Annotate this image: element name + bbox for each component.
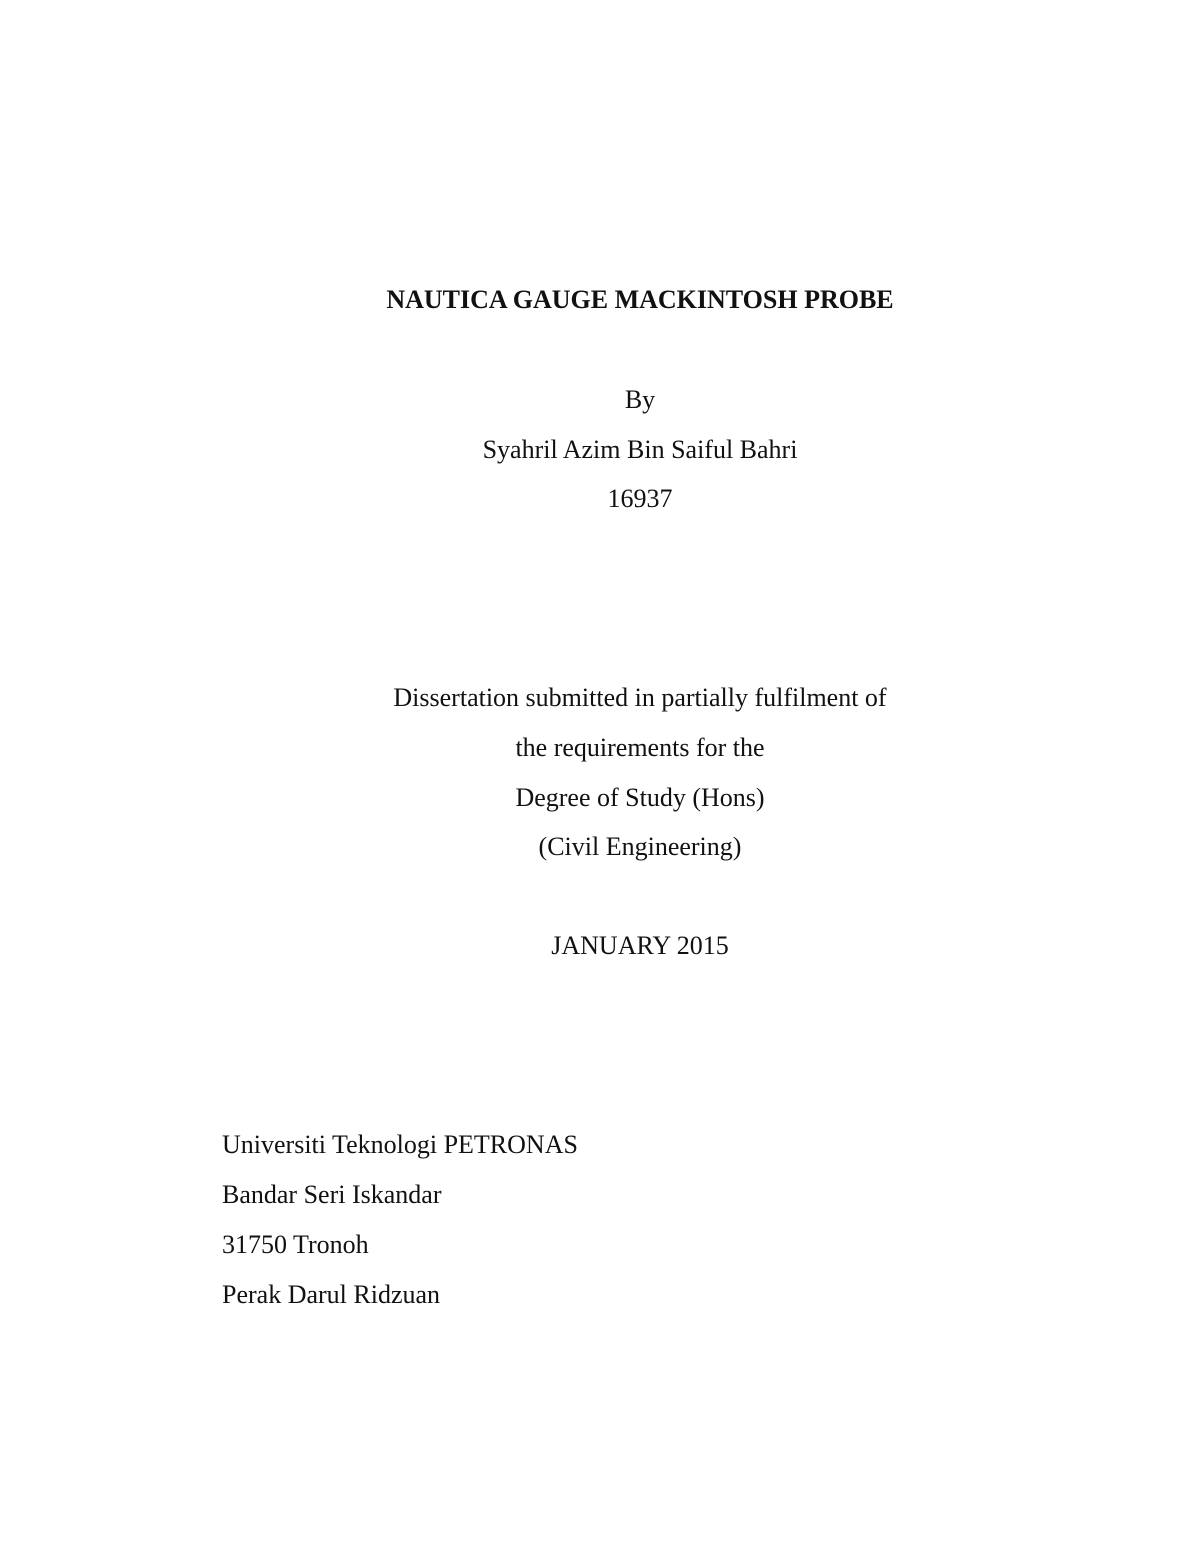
- submission-line-4: (Civil Engineering): [538, 832, 742, 861]
- author-name: Syahril Azim Bin Saiful Bahri: [482, 435, 798, 464]
- submission-line-3: Degree of Study (Hons): [515, 783, 765, 812]
- by-label: By: [624, 385, 656, 414]
- document-title: NAUTICA GAUGE MACKINTOSH PROBE: [386, 285, 894, 314]
- submission-line-1: Dissertation submitted in partially fulfilment of: [393, 683, 887, 712]
- submission-line-2: the requirements for the: [515, 733, 765, 762]
- address-line-4: Perak Darul Ridzuan: [222, 1280, 441, 1309]
- submission-date: JANUARY 2015: [551, 931, 729, 960]
- student-id: 16937: [607, 484, 673, 513]
- address-line-3: 31750 Tronoh: [222, 1230, 369, 1259]
- address-line-1: Universiti Teknologi PETRONAS: [222, 1130, 578, 1159]
- address-line-2: Bandar Seri Iskandar: [222, 1180, 442, 1209]
